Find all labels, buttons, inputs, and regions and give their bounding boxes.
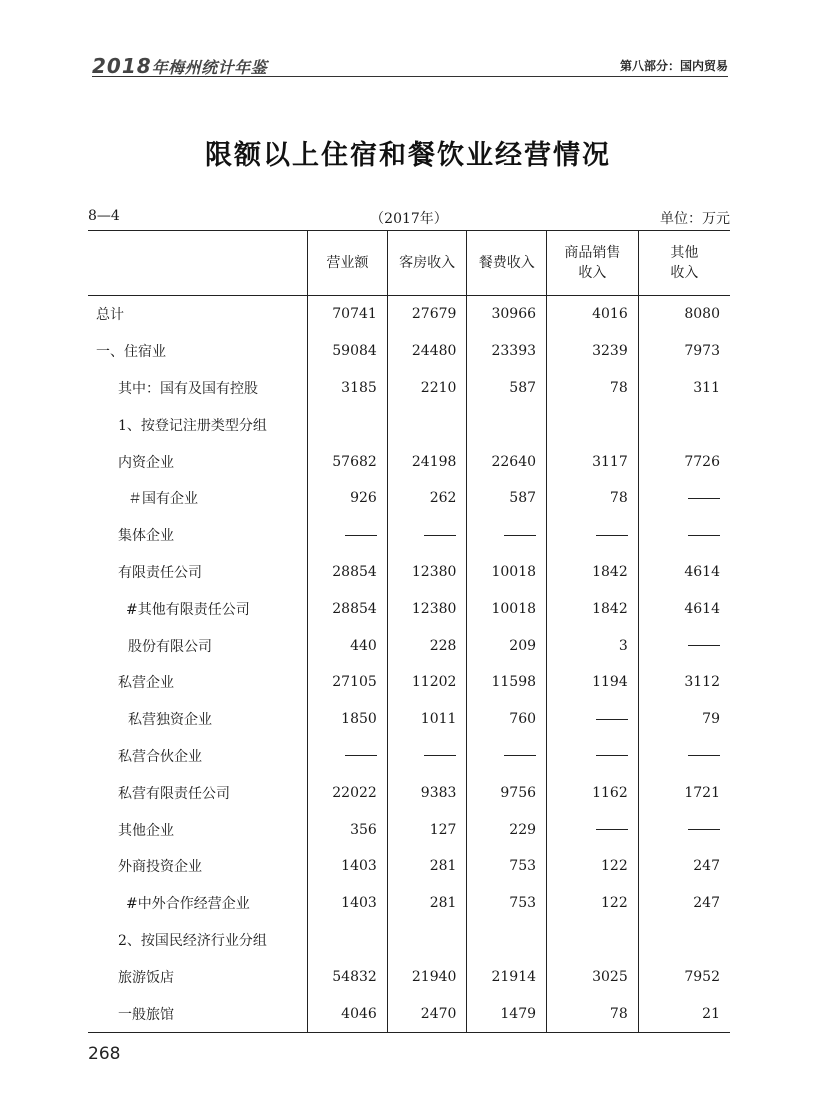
empty-dash	[424, 755, 456, 756]
table-row	[88, 885, 730, 922]
table-row	[88, 370, 730, 407]
row-label: 集体企业	[118, 528, 174, 545]
cell-value: 10018	[467, 554, 547, 591]
empty-dash	[424, 535, 456, 536]
empty-dash	[688, 498, 720, 499]
cell-value: 1842	[547, 554, 639, 591]
column-header: 其他 收入	[638, 231, 730, 296]
cell-value: 8080	[638, 296, 730, 333]
empty-dash	[688, 535, 720, 536]
cell-value	[308, 517, 388, 554]
cell-value	[638, 480, 730, 517]
cell-value: 2470	[387, 995, 467, 1032]
cell-value: 9756	[467, 774, 547, 811]
page-number: 268	[88, 1044, 121, 1064]
cell-value	[638, 738, 730, 775]
cell-value: 57682	[308, 443, 388, 480]
cell-value	[467, 517, 547, 554]
cell-value: 3185	[308, 370, 388, 407]
cell-value: 79	[638, 701, 730, 738]
cell-value: 22640	[467, 443, 547, 480]
cell-value: 3112	[638, 664, 730, 701]
cell-value	[547, 738, 639, 775]
cell-value	[308, 406, 388, 443]
cell-value: 753	[467, 848, 547, 885]
table-row	[88, 406, 730, 443]
cell-value: 7973	[638, 333, 730, 370]
cell-value: 21914	[467, 958, 547, 995]
cell-value: 70741	[308, 296, 388, 333]
cell-value	[387, 922, 467, 959]
empty-dash	[596, 829, 628, 830]
yearbook-name	[92, 54, 267, 78]
column-header: 营业额	[308, 231, 388, 296]
cell-value	[308, 738, 388, 775]
cell-value: 7952	[638, 958, 730, 995]
cell-value	[387, 738, 467, 775]
cell-value: 926	[308, 480, 388, 517]
empty-dash	[688, 829, 720, 830]
cell-value: 1850	[308, 701, 388, 738]
part-title: 第八部分：国内贸易	[619, 59, 728, 73]
cell-value: 24198	[387, 443, 467, 480]
cell-value: 3117	[547, 443, 639, 480]
empty-dash	[504, 755, 536, 756]
row-label: 股份有限公司	[128, 638, 212, 655]
cell-value: 78	[547, 480, 639, 517]
row-label: 2、按国民经济行业分组	[118, 932, 267, 949]
cell-value: 59084	[308, 333, 388, 370]
cell-value: 1194	[547, 664, 639, 701]
row-label: 1、按登记注册类型分组	[118, 417, 267, 434]
cell-value: 24480	[387, 333, 467, 370]
cell-value: 10018	[467, 590, 547, 627]
cell-value: 28854	[308, 554, 388, 591]
cell-value: 281	[387, 848, 467, 885]
row-label: 一般旅馆	[118, 1006, 174, 1023]
cell-value: 21940	[387, 958, 467, 995]
cell-value: 22022	[308, 774, 388, 811]
table-row	[88, 958, 730, 995]
cell-value: 247	[638, 885, 730, 922]
row-label: 旅游饭店	[118, 969, 174, 986]
row-label: 其他企业	[118, 822, 174, 839]
table-row	[88, 738, 730, 775]
row-label: #中外合作经营企业	[126, 896, 250, 913]
cell-value: 1479	[467, 995, 547, 1032]
table-row	[88, 922, 730, 959]
table-header-row	[88, 231, 730, 296]
cell-value: 247	[638, 848, 730, 885]
yearbook-year: 2018	[92, 54, 152, 78]
cell-value: 54832	[308, 958, 388, 995]
row-label: #其他有限责任公司	[126, 601, 250, 618]
table-row	[88, 443, 730, 480]
cell-value	[387, 406, 467, 443]
cell-value: 440	[308, 627, 388, 664]
cell-value: 356	[308, 811, 388, 848]
cell-value	[547, 406, 639, 443]
cell-value: 27679	[387, 296, 467, 333]
cell-value: 2210	[387, 370, 467, 407]
cell-value	[547, 701, 639, 738]
cell-value	[467, 738, 547, 775]
cell-value: 4046	[308, 995, 388, 1032]
cell-value	[387, 517, 467, 554]
table-row	[88, 848, 730, 885]
cell-value: 311	[638, 370, 730, 407]
cell-value: 30966	[467, 296, 547, 333]
cell-value: 1011	[387, 701, 467, 738]
table-row	[88, 517, 730, 554]
running-head	[92, 54, 728, 77]
table-year: （2017年）	[370, 211, 448, 227]
table-unit: 单位：万元	[660, 211, 730, 227]
cell-value	[638, 406, 730, 443]
cell-value	[547, 811, 639, 848]
row-label: 私营独资企业	[128, 712, 212, 729]
cell-value: 1403	[308, 848, 388, 885]
table-row	[88, 627, 730, 664]
cell-value: 1403	[308, 885, 388, 922]
cell-value: 1721	[638, 774, 730, 811]
cell-value: 21	[638, 995, 730, 1032]
empty-dash	[345, 535, 377, 536]
data-table	[88, 230, 730, 1033]
row-label: 其中：国有及国有控股	[118, 380, 258, 397]
cell-value: 28854	[308, 590, 388, 627]
cell-value	[638, 627, 730, 664]
header-blank	[88, 231, 308, 296]
cell-value: 122	[547, 885, 639, 922]
cell-value: 4016	[547, 296, 639, 333]
cell-value: 229	[467, 811, 547, 848]
empty-dash	[688, 755, 720, 756]
table-row	[88, 995, 730, 1032]
cell-value: 3	[547, 627, 639, 664]
cell-value: 78	[547, 995, 639, 1032]
column-header: 商品销售 收入	[547, 231, 639, 296]
cell-value: 127	[387, 811, 467, 848]
cell-value	[547, 517, 639, 554]
column-header: 客房收入	[387, 231, 467, 296]
cell-value: 11598	[467, 664, 547, 701]
cell-value: 12380	[387, 590, 467, 627]
cell-value: 760	[467, 701, 547, 738]
cell-value	[308, 922, 388, 959]
row-label: 有限责任公司	[118, 564, 202, 581]
cell-value: 228	[387, 627, 467, 664]
cell-value: 122	[547, 848, 639, 885]
row-label: 内资企业	[118, 454, 174, 471]
cell-value: 12380	[387, 554, 467, 591]
table-number: 8—4	[88, 208, 120, 224]
page-title: 限额以上住宿和餐饮业经营情况	[205, 140, 611, 171]
cell-value: 753	[467, 885, 547, 922]
column-header: 餐费收入	[467, 231, 547, 296]
table-row	[88, 296, 730, 333]
row-label: 私营企业	[118, 675, 174, 692]
cell-value	[638, 811, 730, 848]
row-label: 一、住宿业	[96, 344, 166, 361]
row-label: 总计	[96, 307, 124, 324]
cell-value: 209	[467, 627, 547, 664]
cell-value: 3025	[547, 958, 639, 995]
cell-value: 1842	[547, 590, 639, 627]
cell-value	[638, 922, 730, 959]
cell-value	[638, 517, 730, 554]
empty-dash	[345, 755, 377, 756]
empty-dash	[504, 535, 536, 536]
cell-value: 4614	[638, 554, 730, 591]
empty-dash	[688, 645, 720, 646]
row-label: 外商投资企业	[118, 859, 202, 876]
table-row	[88, 664, 730, 701]
table-row	[88, 480, 730, 517]
empty-dash	[596, 755, 628, 756]
cell-value	[547, 922, 639, 959]
table-meta	[88, 208, 730, 228]
cell-value: 281	[387, 885, 467, 922]
table-row	[88, 774, 730, 811]
empty-dash	[596, 719, 628, 720]
row-label: 私营有限责任公司	[118, 785, 230, 802]
table-row	[88, 811, 730, 848]
table-row	[88, 333, 730, 370]
cell-value: 587	[467, 370, 547, 407]
cell-value: 262	[387, 480, 467, 517]
empty-dash	[596, 535, 628, 536]
cell-value: 78	[547, 370, 639, 407]
cell-value: 11202	[387, 664, 467, 701]
cell-value: 9383	[387, 774, 467, 811]
cell-value: 3239	[547, 333, 639, 370]
cell-value: 4614	[638, 590, 730, 627]
cell-value: 587	[467, 480, 547, 517]
cell-value	[467, 406, 547, 443]
row-label: ＃国有企业	[128, 491, 198, 508]
cell-value: 23393	[467, 333, 547, 370]
yearbook-title: 年梅州统计年鉴	[151, 58, 268, 77]
table-row	[88, 590, 730, 627]
table-row	[88, 701, 730, 738]
cell-value: 1162	[547, 774, 639, 811]
cell-value: 27105	[308, 664, 388, 701]
row-label: 私营合伙企业	[118, 748, 202, 765]
cell-value: 7726	[638, 443, 730, 480]
table-row	[88, 554, 730, 591]
cell-value	[467, 922, 547, 959]
